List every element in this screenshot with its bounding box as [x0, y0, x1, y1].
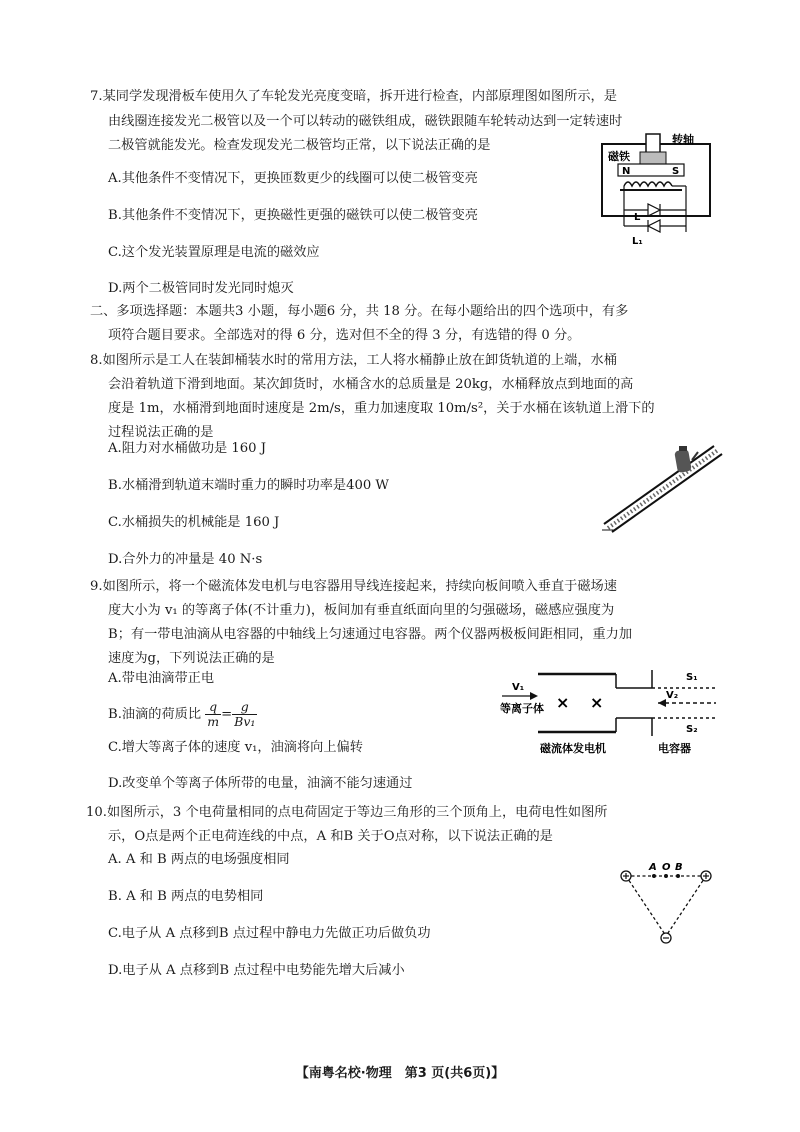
- q7-option-d: D.两个二极管同时发光同时熄灭: [108, 281, 294, 296]
- q8-stem-line-1: 8.如图所示是工人在装卸桶装水时的常用方法，工人将水桶静止放在卸货轨道的上端，水桶: [90, 353, 617, 368]
- q8-figure-track: [600, 420, 725, 535]
- q9-ratio-right: [232, 700, 257, 729]
- q10-label-o: O: [662, 862, 671, 873]
- q9-option-b: [108, 700, 257, 729]
- q7-figure-circuit: [598, 130, 718, 250]
- q10-stem-line-2: 示，O点是两个正电荷连线的中点，A 和B 关于O点对称，以下说法正确的是: [108, 829, 553, 844]
- q7-stem-line-2: 由线圈连接发光二极管以及一个可以转动的磁铁组成，磁铁跟随车轮转动达到一定转速时: [108, 114, 623, 129]
- q8-option-b: B.水桶滑到轨道末端时重力的瞬时功率是400 W: [108, 478, 389, 493]
- q9-option-d: D.改变单个等离子体所带的电量，油滴不能匀速通过: [108, 776, 413, 791]
- q9-label-generator: 磁流体发电机: [540, 742, 606, 755]
- q9-option-c: C.增大等离子体的速度 v₁，油滴将向上偏转: [108, 740, 363, 755]
- q9-ratio-num-left: q: [205, 700, 221, 715]
- q8-option-c: C.水桶损失的机械能是 160 J: [108, 515, 280, 530]
- q9-ratio-den-right: Bv₁: [234, 714, 256, 729]
- q9-ratio-left: [205, 700, 221, 729]
- q7-label-l: L: [634, 212, 641, 223]
- q7-label-magnet: 磁铁: [608, 150, 630, 163]
- q8-option-a: A.阻力对水桶做功是 160 J: [108, 441, 267, 456]
- section2-line-2: 项符合题目要求。全部选对的得 6 分，选对但不全的得 3 分，有选错的得 0 分。: [108, 328, 581, 343]
- q10-option-d: D.电子从 A 点移到B 点过程中电势能先增大后减小: [108, 963, 405, 978]
- q9-label-capacitor: 电容器: [658, 742, 691, 755]
- q9-label-v2: V₂: [666, 690, 679, 701]
- q9-option-b-prefix: B.油滴的荷质比: [108, 707, 202, 722]
- section2-line-1: 二、多项选择题：本题共3 小题，每小题6 分，共 18 分。在每小题给出的四个选项中，有多: [90, 304, 629, 319]
- q7-label-axis: 转轴: [672, 133, 694, 146]
- q10-label-b: B: [675, 862, 683, 873]
- q9-stem-line-2: 度大小为 v₁ 的等离子体(不计重力)，板间加有垂直纸面向里的匀强磁场，磁感应强度为: [108, 603, 615, 618]
- q9-cross-2: ×: [590, 693, 604, 712]
- q7-stem-line-3: 二极管就能发光。检查发现发光二极管均正常，以下说法正确的是: [108, 138, 491, 153]
- q9-ratio-num-right: g: [232, 700, 257, 715]
- q8-stem-line-3: 度是 1m，水桶滑到地面时速度是 2m/s，重力加速度取 10m/s²，关于水桶在该轨道上滑下的: [108, 401, 655, 416]
- q7-option-c: C.这个发光装置原理是电流的磁效应: [108, 245, 320, 260]
- q7-label-s: S: [672, 166, 680, 177]
- q7-option-b: B.其他条件不变情况下，更换磁性更强的磁铁可以使二极管变亮: [108, 208, 478, 223]
- page-footer: 【南粤名校·物理 第3 页(共6页)】: [295, 1066, 505, 1081]
- q9-ratio-eq: =: [221, 707, 233, 722]
- q10-label-a: A: [649, 862, 657, 873]
- q10-stem-line-1: 10.如图所示，3 个电荷量相同的点电荷固定于等边三角形的三个顶角上，电荷电性如图所: [86, 805, 608, 820]
- q10-option-a: A. A 和 B 两点的电场强度相同: [108, 852, 290, 867]
- q9-stem-line-3: B；有一带电油滴从电容器的中轴线上匀速通过电容器。两个仪器两极板间距相同，重力加: [108, 627, 632, 642]
- q7-option-a: A.其他条件不变情况下，更换匝数更少的线圈可以使二极管变亮: [108, 171, 478, 186]
- q9-stem-line-1: 9.如图所示，将一个磁流体发电机与电容器用导线连接起来，持续向板间喷入垂直于磁场速: [90, 579, 617, 594]
- q7-stem-line-1: 7.某同学发现滑板车使用久了车轮发光亮度变暗，拆开进行检查，内部原理图如图所示，是: [90, 89, 617, 104]
- q8-option-d: D.合外力的冲量是 40 N·s: [108, 552, 263, 567]
- q9-cross-1: ×: [556, 693, 570, 712]
- q9-label-v1: V₁: [512, 682, 525, 693]
- q10-figure-triangle: [614, 850, 720, 950]
- q9-label-plasma: 等离子体: [500, 702, 544, 715]
- q7-label-l1: L₁: [632, 236, 643, 247]
- q9-stem-line-4: 速度为g，下列说法正确的是: [108, 651, 275, 666]
- q9-figure-mhd: [498, 660, 720, 760]
- q9-label-s2: S₂: [686, 724, 698, 735]
- q8-stem-line-2: 会沿着轨道下滑到地面。某次卸货时，水桶含水的总质量是 20kg，水桶释放点到地面的高: [108, 377, 634, 392]
- q8-stem-line-4: 过程说法正确的是: [108, 425, 214, 440]
- q9-label-s1: S₁: [686, 672, 698, 683]
- q10-option-c: C.电子从 A 点移到B 点过程中静电力先做正功后做负功: [108, 926, 431, 941]
- q10-option-b: B. A 和 B 两点的电势相同: [108, 889, 264, 904]
- q9-ratio-den-left: m: [207, 714, 220, 729]
- q7-label-n: N: [622, 166, 631, 177]
- q9-option-a: A.带电油滴带正电: [108, 671, 215, 686]
